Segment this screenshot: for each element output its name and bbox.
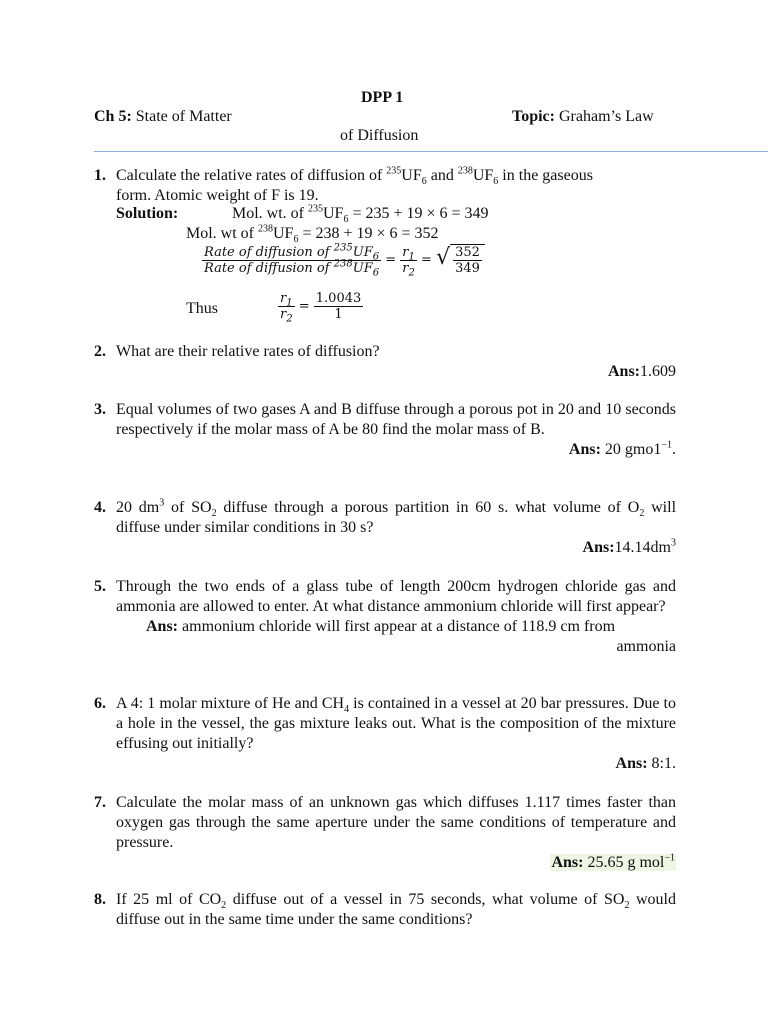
thus-equation bbox=[278, 291, 363, 325]
sqrt-numerator: 352 bbox=[455, 245, 480, 260]
sol2-sup: 238 bbox=[258, 223, 273, 235]
q1-text-line2: form. Atomic weight of F is 19. bbox=[116, 187, 319, 204]
answer-label: Ans: bbox=[607, 363, 640, 380]
q4-text-d: will diffuse under similar conditions in 30 s? bbox=[116, 499, 677, 536]
thus-r2-symbol: r bbox=[280, 307, 287, 322]
answer bbox=[94, 853, 676, 873]
sol1-sup: 235 bbox=[308, 203, 323, 215]
question-1 bbox=[94, 166, 676, 206]
equals-sign: = bbox=[385, 252, 397, 268]
answer bbox=[94, 538, 676, 558]
topic-heading bbox=[512, 108, 654, 126]
answer-continuation: ammonia bbox=[616, 638, 676, 655]
q1-sup: 235 bbox=[386, 165, 402, 177]
r1-sub: 1 bbox=[408, 251, 415, 263]
question-number: 7. bbox=[94, 794, 106, 811]
radicand bbox=[450, 244, 485, 276]
answer-label: Ans: bbox=[568, 441, 601, 458]
answer-label: Ans: bbox=[615, 755, 648, 772]
answer bbox=[146, 617, 676, 637]
thus-numerator: 1.0043 bbox=[315, 291, 362, 306]
q1-text-e: in the gaseous bbox=[498, 167, 593, 184]
answer bbox=[94, 754, 676, 774]
rate-ratio-equation bbox=[202, 242, 485, 279]
rate-num-sub: 6 bbox=[372, 251, 380, 263]
solution-molwt-238 bbox=[186, 223, 439, 246]
sol1-result: = 235 + 19 × 6 = 349 bbox=[348, 205, 489, 222]
chapter-name: State of Matter bbox=[135, 108, 232, 125]
thus-r2 bbox=[278, 307, 295, 325]
thus-r-fraction bbox=[278, 291, 295, 325]
q8-sub: 2 bbox=[221, 900, 227, 912]
question-number: 4. bbox=[94, 499, 106, 516]
q1-sup: 238 bbox=[457, 165, 473, 177]
header-divider bbox=[94, 151, 768, 152]
thus-denominator: 1 bbox=[334, 307, 343, 322]
question-8 bbox=[94, 890, 676, 930]
equals-sign: = bbox=[421, 252, 432, 268]
question-2 bbox=[94, 342, 676, 382]
rate-num-text: Rate of diffusion of bbox=[204, 244, 334, 260]
page-title: DPP 1 bbox=[361, 89, 404, 106]
q4-text-b: of SO bbox=[164, 499, 212, 516]
answer-sup: 3 bbox=[671, 537, 676, 549]
q8-text-c: would diffuse out in the same time under the same conditions? bbox=[116, 891, 677, 928]
q1-text-c: and bbox=[426, 167, 458, 184]
q1-sub: 6 bbox=[493, 176, 499, 188]
answer-label: Ans: bbox=[146, 618, 179, 635]
answer bbox=[94, 362, 676, 382]
q4-sup: 3 bbox=[159, 497, 165, 509]
q4-text-c: diffuse through a porous partition in 60 s. what volume of O bbox=[216, 499, 640, 516]
square-root bbox=[436, 244, 485, 276]
q4-text-a: 20 dm bbox=[116, 499, 160, 516]
question-text: What are their relative rates of diffusion? bbox=[116, 343, 380, 360]
solution-line-1 bbox=[116, 205, 178, 223]
r2 bbox=[400, 260, 417, 279]
rate-den-sup: 238 bbox=[333, 258, 353, 270]
thus-r1 bbox=[278, 291, 295, 307]
question-text: Equal volumes of two gases A and B diffuse through a porous pot in 20 and 10 seconds respectively if the molar mass of A be 80 find the molar mass of B. bbox=[116, 401, 676, 438]
rate-fraction bbox=[202, 242, 381, 279]
sol1-text: Mol. wt. of bbox=[232, 205, 308, 222]
answer-value: ammonium chloride will first appear at a distance of 118.9 cm from bbox=[178, 618, 616, 635]
question-text bbox=[116, 890, 676, 930]
q4-sub: 2 bbox=[639, 508, 645, 520]
rate-denominator bbox=[202, 258, 381, 279]
question-6 bbox=[94, 694, 676, 774]
rate-den-text: Rate of diffusion of bbox=[204, 260, 334, 276]
solution-molwt-235 bbox=[232, 203, 489, 226]
r1-symbol: r bbox=[402, 244, 409, 260]
r2-sub: 2 bbox=[408, 267, 415, 279]
q1-text-b: UF bbox=[401, 167, 422, 184]
question-3 bbox=[94, 400, 676, 460]
q8-text-a: If 25 ml of CO bbox=[116, 891, 222, 908]
question-5 bbox=[94, 577, 676, 657]
answer-value: 8:1. bbox=[647, 755, 676, 772]
rate-numerator bbox=[202, 242, 381, 263]
sol2-sub: 6 bbox=[293, 234, 299, 246]
question-text: Through the two ends of a glass tube of length 200cm hydrogen chloride gas and ammonia are allowed to enter. At what distance ammonium chloride will first appear? bbox=[116, 578, 676, 615]
chapter-heading bbox=[94, 108, 232, 126]
sol2-result: = 238 + 19 × 6 = 352 bbox=[298, 225, 439, 242]
thus-label: Thus bbox=[186, 300, 218, 317]
equals-sign: = bbox=[298, 299, 310, 314]
sol2-species: UF bbox=[273, 225, 294, 242]
q6-text-a: A 4: 1 molar mixture of He and CH bbox=[116, 695, 345, 712]
answer-value: 25.65 g mol bbox=[583, 854, 665, 871]
thus-r1-sub: 1 bbox=[286, 297, 293, 309]
thus-value-fraction bbox=[314, 291, 364, 322]
rate-den-sub: 6 bbox=[372, 267, 380, 279]
question-number: 3. bbox=[94, 401, 106, 418]
q1-sub: 6 bbox=[421, 176, 427, 188]
rate-num-species: UF bbox=[352, 244, 373, 260]
topic-label: Topic: bbox=[512, 108, 555, 125]
question-4 bbox=[94, 498, 676, 558]
answer-value: 14.14dm bbox=[614, 539, 671, 556]
sol1-sub: 6 bbox=[343, 214, 349, 226]
answer-sup: −1 bbox=[664, 852, 675, 864]
answer-sup: −1 bbox=[661, 439, 672, 451]
solution-label: Solution: bbox=[116, 205, 179, 222]
q6-sub: 4 bbox=[344, 704, 350, 716]
question-text bbox=[116, 166, 676, 206]
rate-den-species: UF bbox=[352, 260, 373, 276]
question-7 bbox=[94, 793, 676, 873]
thus-r2-sub: 2 bbox=[286, 313, 293, 325]
q6-text-b: is contained in a vessel at 20 bar pressures. Due to a hole in the vessel, the gas mixture leaks out. What is the composition of the mixture effusing out initially? bbox=[116, 695, 677, 752]
question-number: 1. bbox=[94, 167, 106, 184]
q1-text-d: UF bbox=[472, 167, 494, 184]
topic-name: Graham’s Law bbox=[558, 108, 654, 125]
r-fraction bbox=[400, 244, 417, 279]
question-text: Calculate the molar mass of an unknown gas which diffuses 1.117 times faster than oxygen gas through the same aperture under the same conditions of temperature and pressure. bbox=[116, 794, 676, 851]
topic-continuation: of Diffusion bbox=[340, 127, 419, 144]
sqrt-denominator: 349 bbox=[455, 261, 480, 276]
q4-sub: 2 bbox=[211, 508, 217, 520]
rate-num-sup: 235 bbox=[333, 242, 353, 254]
question-number: 5. bbox=[94, 578, 106, 595]
radical-sign-icon: √ bbox=[436, 245, 451, 270]
answer-tail: . bbox=[672, 441, 676, 458]
chapter-label: Ch 5: bbox=[94, 108, 132, 125]
r2-symbol: r bbox=[402, 260, 409, 276]
question-number: 2. bbox=[94, 343, 106, 360]
answer-value: 1.609 bbox=[640, 363, 676, 380]
sol1-species: UF bbox=[323, 205, 344, 222]
question-number: 6. bbox=[94, 695, 106, 712]
q1-text-a: Calculate the relative rates of diffusion of bbox=[116, 167, 387, 184]
answer-label: Ans: bbox=[582, 539, 615, 556]
answer-value: 20 gmo1 bbox=[600, 441, 662, 458]
thus-r1-symbol: r bbox=[280, 291, 287, 306]
question-text bbox=[116, 694, 676, 754]
question-number: 8. bbox=[94, 891, 106, 908]
q8-text-b: diffuse out of a vessel in 75 seconds, what volume of SO bbox=[226, 891, 625, 908]
answer bbox=[94, 440, 676, 460]
question-text bbox=[116, 498, 676, 538]
q8-sub: 2 bbox=[624, 900, 630, 912]
answer-label: Ans: bbox=[551, 854, 584, 871]
r1 bbox=[400, 245, 417, 261]
sol2-text: Mol. wt of bbox=[186, 225, 258, 242]
